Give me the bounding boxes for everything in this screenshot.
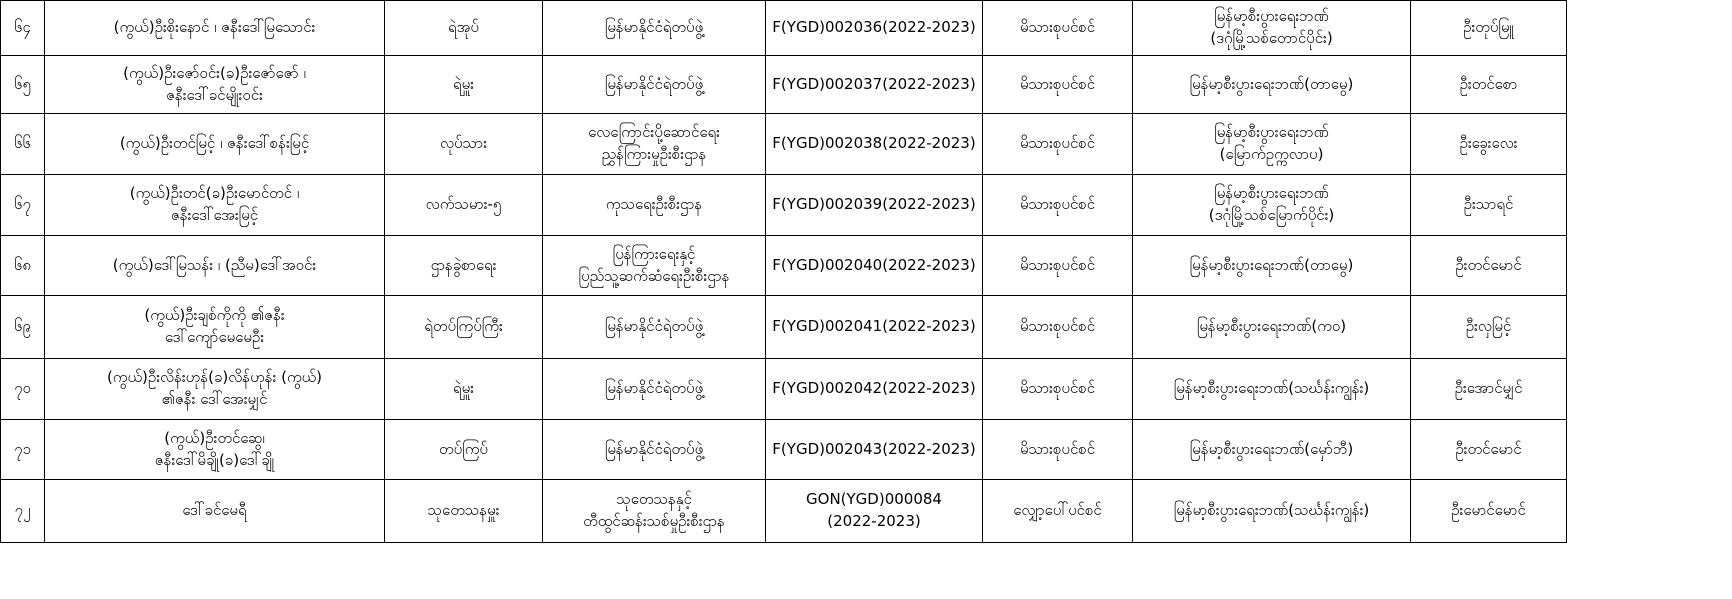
- table-row: [1, 1, 1567, 56]
- row-department-line: ပြန်ကြားရေးနှင့်: [612, 244, 696, 263]
- row-name-line: (ကွယ်)ဦးချစ်ကိုကို ၏ဇနီး: [144, 306, 285, 325]
- row-name-line: ဒေါ်ခင်မေရီ: [182, 501, 247, 520]
- table-row: [1, 56, 1567, 114]
- row-number: ၆၆: [1, 114, 45, 175]
- row-department-line: မြန်မာနိုင်ငံရဲတပ်ဖွဲ့: [604, 18, 704, 37]
- row-case-type: လျှော့ပေါ်ပင်စင်: [983, 480, 1133, 543]
- row-case-number: F(YGD)002038(2022-2023): [766, 114, 983, 175]
- row-name: [45, 420, 385, 480]
- row-name: [45, 175, 385, 236]
- row-name-line: (ကွယ်)ဒေါ်မြသန်း ၊ (ညီမ)ဒေါ်အဝင်း: [112, 255, 317, 274]
- row-number: ၆၄: [1, 1, 45, 56]
- table-body: [1, 1, 1567, 543]
- row-department-line: တီထွင်ဆန်းသစ်မှုဦးစီးဌာန: [583, 512, 725, 530]
- row-bank: [1133, 420, 1411, 480]
- row-department: [543, 1, 766, 56]
- row-name-line: (ကွယ်)ဦးတင်ဆွေ၊: [164, 428, 265, 447]
- row-number: ၆၉: [1, 296, 45, 359]
- row-name: [45, 359, 385, 420]
- row-case-number: F(YGD)002043(2022-2023): [766, 420, 983, 480]
- row-department-line: လေကြောင်းပို့ဆောင်ရေး: [588, 123, 720, 142]
- row-department-line: သုတေသနနှင့်: [616, 490, 692, 509]
- row-name-line: ဇနီးဒေါ်ခင်မျိုးဝင်း: [166, 85, 263, 104]
- row-name-line: (ကွယ်)ဦးတင်မြင့် ၊ ဇနီးဒေါ်စန်းမြင့်: [119, 134, 310, 153]
- row-rank: လက်သမား-၅: [385, 175, 543, 236]
- row-rank: ရဲမှူး: [385, 359, 543, 420]
- row-rank: ရဲအုပ်: [385, 1, 543, 56]
- row-name: [45, 480, 385, 543]
- row-department: [543, 175, 766, 236]
- table-row: [1, 359, 1567, 420]
- row-bank-line: မြန်မာ့စီးပွားရေးဘဏ်: [1214, 184, 1329, 203]
- row-department-line: မြန်မာနိုင်ငံရဲတပ်ဖွဲ့: [604, 74, 704, 93]
- row-rank: သုတေသနမှူး: [385, 480, 543, 543]
- row-bank-line: မြန်မာ့စီးပွားရေးဘဏ်: [1214, 7, 1329, 26]
- row-name: [45, 236, 385, 296]
- row-department: [543, 296, 766, 359]
- row-name: [45, 56, 385, 114]
- row-bank: [1133, 114, 1411, 175]
- table-row: [1, 236, 1567, 296]
- row-officer: ဦးတုပ်မြူ: [1411, 1, 1567, 56]
- row-officer: ဦးတင်မောင်: [1411, 236, 1567, 296]
- row-department: [543, 114, 766, 175]
- row-rank: ရဲတပ်ကြပ်ကြီး: [385, 296, 543, 359]
- row-department-line: မြန်မာနိုင်ငံရဲတပ်ဖွဲ့: [604, 317, 704, 336]
- row-name-line: ဒေါ်ကျော်မေမေဦး: [164, 328, 265, 346]
- row-bank-line: မြန်မာ့စီးပွားရေးဘဏ်: [1214, 123, 1329, 142]
- row-bank: [1133, 175, 1411, 236]
- table-row: [1, 114, 1567, 175]
- row-rank: ဌာနခွဲစာရေး: [385, 236, 543, 296]
- row-department: [543, 56, 766, 114]
- row-case-number: F(YGD)002039(2022-2023): [766, 175, 983, 236]
- row-bank: [1133, 296, 1411, 359]
- row-case-type: မိသားစုပင်စင်: [983, 359, 1133, 420]
- row-department: [543, 420, 766, 480]
- row-officer: ဦးတင်မောင်: [1411, 420, 1567, 480]
- row-case-type: မိသားစုပင်စင်: [983, 1, 1133, 56]
- row-bank: [1133, 236, 1411, 296]
- row-case-number: [766, 480, 983, 543]
- row-name-line: ဇနီးဒေါ်အေးမြင့်: [170, 206, 259, 224]
- table-row: [1, 480, 1567, 543]
- row-bank-line: (ဒဂုံမြို့သစ်မြောက်ပိုင်း): [1208, 206, 1335, 224]
- row-name-line: (ကွယ်)ဦးစိုးနောင် ၊ ဇနီးဒေါ်မြသောင်း: [113, 18, 316, 37]
- row-department: [543, 359, 766, 420]
- row-bank-line: မြန်မာ့စီးပွားရေးဘဏ်(သင်္ဃန်းကျွန်း): [1173, 379, 1370, 398]
- row-department-line: မြန်မာနိုင်ငံရဲတပ်ဖွဲ့: [604, 439, 704, 458]
- row-department-line: ပြည်သူ့ဆက်ဆံရေးဦးစီးဌာန: [578, 266, 730, 285]
- row-case-number: F(YGD)002036(2022-2023): [766, 1, 983, 56]
- row-name: [45, 114, 385, 175]
- row-case-number-line: (2022-2023): [827, 512, 921, 530]
- row-officer: ဦးအောင်မျှင်: [1411, 359, 1567, 420]
- row-officer: ဦးမောင်မောင်: [1411, 480, 1567, 543]
- row-case-type: မိသားစုပင်စင်: [983, 296, 1133, 359]
- row-case-number: F(YGD)002040(2022-2023): [766, 236, 983, 296]
- row-department-line: ညွှန်ကြားမှုဦးစီးဌာန: [601, 145, 707, 163]
- row-officer: ဦးသာရင်: [1411, 175, 1567, 236]
- row-case-type: မိသားစုပင်စင်: [983, 236, 1133, 296]
- row-case-number: F(YGD)002042(2022-2023): [766, 359, 983, 420]
- row-department-line: ကုသရေးဦးစီးဌာန: [605, 195, 703, 214]
- row-bank-line: မြန်မာ့စီးပွားရေးဘဏ်(တာမွေ): [1189, 74, 1354, 93]
- row-name-line: ဇနီးဒေါ်မိချို(ခ)ဒေါ်ချို: [154, 450, 275, 469]
- row-name-line: ၏ဇနီး ဒေါ်အေးမျှင်: [161, 390, 268, 408]
- row-department-line: မြန်မာနိုင်ငံရဲတပ်ဖွဲ့: [604, 379, 704, 398]
- row-name-line: (ကွယ်)ဦးတင်(ခ)ဦးမောင်တင် ၊: [129, 184, 300, 203]
- row-name-line: (ကွယ်)ဦးဇော်ဝင်း(ခ)ဦးဇော်ဇော် ၊: [123, 63, 306, 82]
- row-case-type: မိသားစုပင်စင်: [983, 114, 1133, 175]
- row-rank: ရဲမှူး: [385, 56, 543, 114]
- row-bank: [1133, 1, 1411, 56]
- row-number: ၆၇: [1, 175, 45, 236]
- row-number: ၇၁: [1, 420, 45, 480]
- row-number: ၇၂: [1, 480, 45, 543]
- row-bank: [1133, 480, 1411, 543]
- row-number: ၆၈: [1, 236, 45, 296]
- row-case-number-line: GON(YGD)000084: [806, 490, 942, 509]
- row-department: [543, 236, 766, 296]
- row-name: [45, 296, 385, 359]
- row-case-type: မိသားစုပင်စင်: [983, 420, 1133, 480]
- row-bank: [1133, 359, 1411, 420]
- table-row: [1, 296, 1567, 359]
- row-rank: တပ်ကြပ်: [385, 420, 543, 480]
- row-bank-line: (ဒဂုံမြို့သစ်တောင်ပိုင်း): [1210, 29, 1333, 47]
- row-number: ၆၅: [1, 56, 45, 114]
- row-officer: ဦးလှမြင့်: [1411, 296, 1567, 359]
- row-case-number: F(YGD)002037(2022-2023): [766, 56, 983, 114]
- row-bank-line: မြန်မာ့စီးပွားရေးဘဏ်(ကဝ): [1196, 317, 1347, 336]
- row-rank: လုပ်သား: [385, 114, 543, 175]
- row-department: [543, 480, 766, 543]
- row-number: ၇၀: [1, 359, 45, 420]
- row-name: [45, 1, 385, 56]
- table-row: [1, 420, 1567, 480]
- row-case-type: မိသားစုပင်စင်: [983, 175, 1133, 236]
- row-bank: [1133, 56, 1411, 114]
- row-bank-line: (မြောက်ဥက္ကလာပ): [1219, 145, 1324, 163]
- row-bank-line: မြန်မာ့စီးပွားရေးဘဏ်(မှော်ဘီ): [1189, 439, 1354, 458]
- row-case-type: မိသားစုပင်စင်: [983, 56, 1133, 114]
- row-case-number: F(YGD)002041(2022-2023): [766, 296, 983, 359]
- table-row: [1, 175, 1567, 236]
- row-officer: ဦးခွေးလေး: [1411, 114, 1567, 175]
- row-name-line: (ကွယ်)ဦးလိန်းဟုန်(ခ)လိန်ဟုန်း (ကွယ်): [106, 368, 323, 387]
- row-officer: ဦးတင်စော: [1411, 56, 1567, 114]
- row-bank-line: မြန်မာ့စီးပွားရေးဘဏ်(သင်္ဃန်းကျွန်း): [1173, 501, 1370, 520]
- row-bank-line: မြန်မာ့စီးပွားရေးဘဏ်(တာမွေ): [1189, 255, 1354, 274]
